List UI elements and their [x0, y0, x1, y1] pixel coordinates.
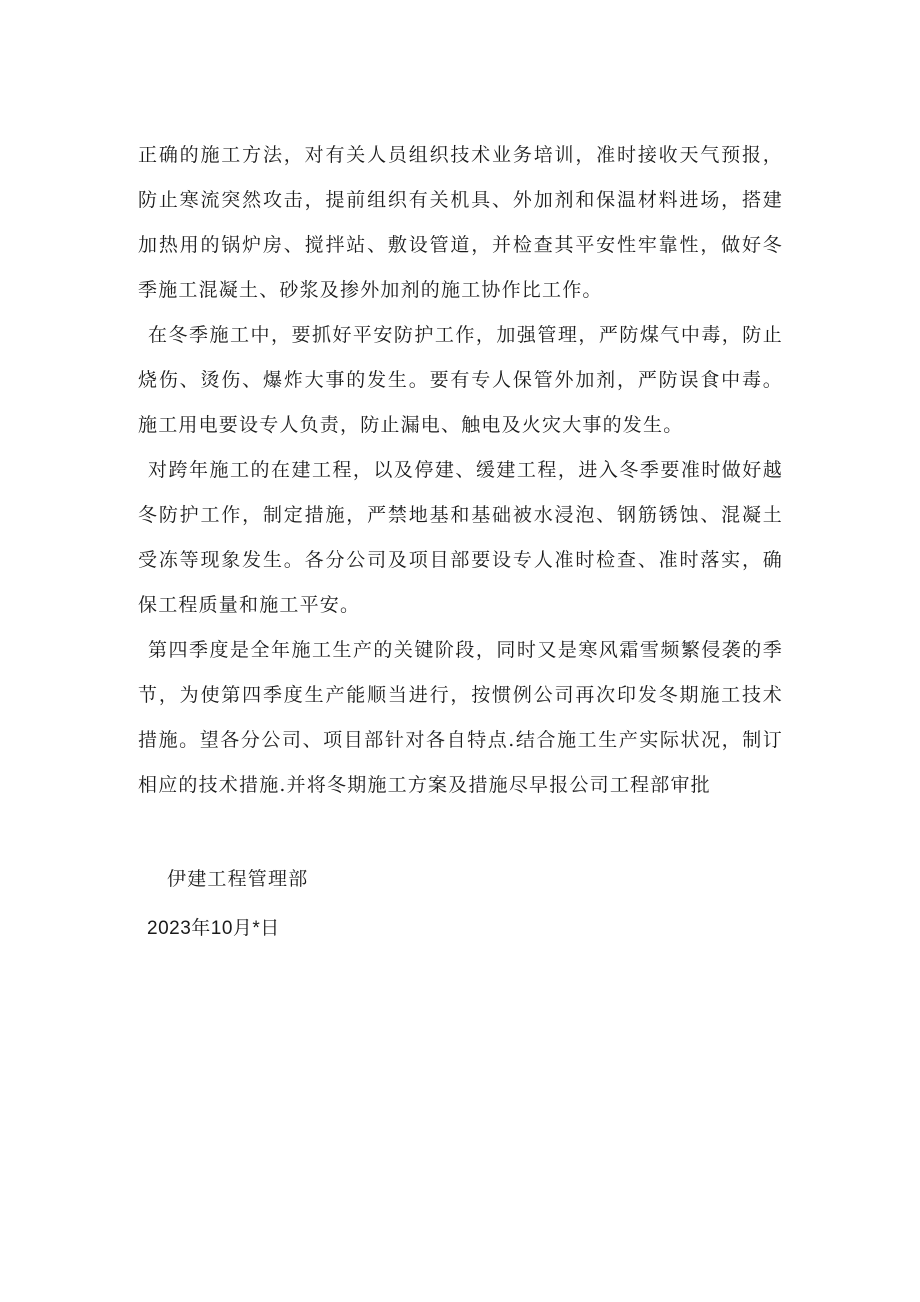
- paragraph-fourth-quarter: 第四季度是全年施工生产的关键阶段，同时又是寒风霜雪频繁侵袭的季节，为使第四季度生产能顺当进行，按惯例公司再次印发冬期施工技术措施。望各分公司、项目部针对各自特点.结合施工生产实际状况，制订相应的技术措施.并将冬期施工方案及措施尽早报公司工程部审批: [138, 639, 783, 796]
- signature-department: 伊建工程管理部: [167, 868, 309, 890]
- paragraph-winter-protection: 对跨年施工的在建工程，以及停建、缓建工程，进入冬季要准时做好越冬防护工作，制定措施，严禁地基和基础被水浸泡、钢筋锈蚀、混凝土受冻等现象发生。各分公司及项目部要设专人准时检查、准时落实，确保工程质量和施工平安。: [138, 459, 783, 616]
- document-date: 2023年10月*日: [147, 918, 280, 939]
- document-body: [138, 133, 783, 808]
- paragraph-construction-methods: 正确的施工方法，对有关人员组织技术业务培训，准时接收天气预报，防止寒流突然攻击，提前组织有关机具、外加剂和保温材料进场，搭建加热用的锅炉房、搅拌站、敷设管道，并检查其平安性牢靠性，做好冬季施工混凝土、砂浆及掺外加剂的施工协作比工作。: [138, 144, 783, 301]
- paragraph-safety-protection: 在冬季施工中，要抓好平安防护工作，加强管理，严防煤气中毒，防止烧伤、烫伤、爆炸大事的发生。要有专人保管外加剂，严防误食中毒。施工用电要设专人负责，防止漏电、触电及火灾大事的发生。: [138, 324, 783, 436]
